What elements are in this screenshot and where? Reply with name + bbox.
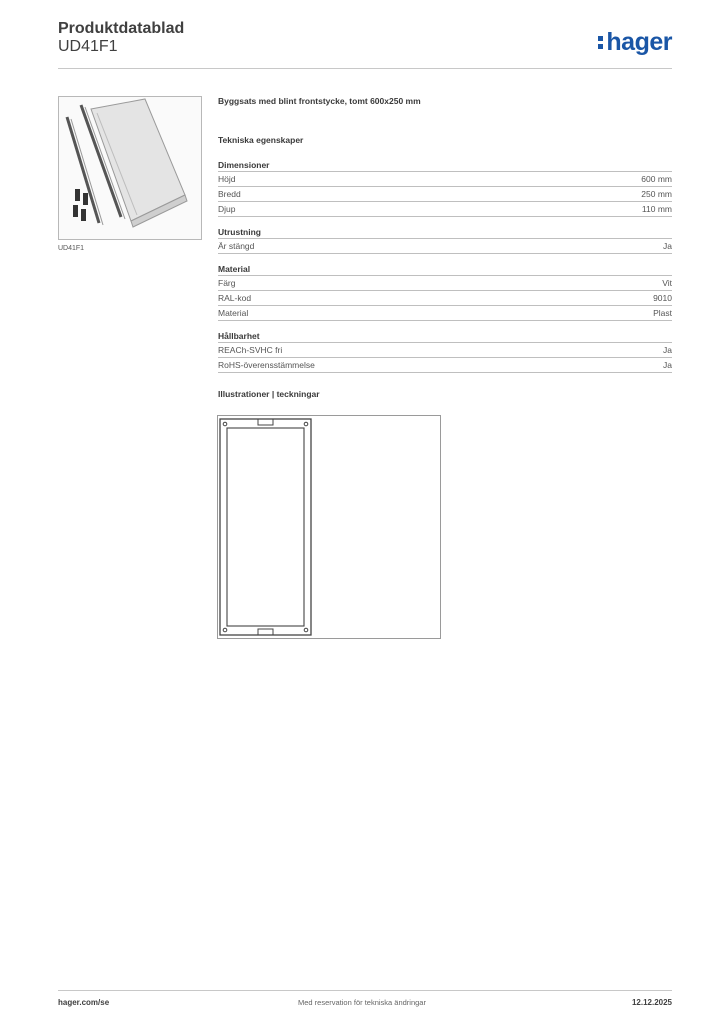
section-title: Dimensioner	[218, 160, 672, 172]
spec-value: Ja	[663, 241, 672, 251]
spec-value: Vit	[662, 278, 672, 288]
page-title: Produktdatablad	[58, 20, 185, 37]
spec-label: REACh-SVHC fri	[218, 345, 283, 355]
spec-row	[218, 306, 672, 321]
spec-label: RAL-kod	[218, 293, 252, 303]
spec-value: Ja	[663, 345, 672, 355]
spec-value: 600 mm	[641, 174, 672, 184]
spec-row	[218, 358, 672, 373]
spec-label: Höjd	[218, 174, 236, 184]
spec-value: 250 mm	[641, 189, 672, 199]
product-description: Byggsats med blint frontstycke, tomt 600x250 mm	[218, 96, 421, 106]
illustrations-title: Illustrationer | teckningar	[218, 389, 320, 399]
spec-row	[218, 187, 672, 202]
spec-label: Bredd	[218, 189, 241, 199]
photo-caption: UD41F1	[58, 245, 85, 252]
spec-value: Plast	[653, 308, 672, 318]
spec-label: Färg	[218, 278, 236, 288]
spec-label: Är stängd	[218, 241, 255, 251]
spec-section-equipment	[218, 227, 672, 254]
logo-dots-icon	[598, 32, 605, 50]
product-kit-illustration-icon	[59, 97, 201, 239]
product-photo	[58, 96, 202, 240]
spec-value: 110 mm	[641, 204, 672, 214]
spec-value: 9010	[653, 293, 672, 303]
spec-row	[218, 276, 672, 291]
spec-value: Ja	[663, 360, 672, 370]
footer-disclaimer: Med reservation för tekniska ändringar	[298, 998, 426, 1007]
spec-section-material	[218, 264, 672, 321]
section-title: Utrustning	[218, 227, 672, 239]
product-code: UD41F1	[58, 38, 118, 55]
spec-row	[218, 172, 672, 187]
spec-row	[218, 291, 672, 306]
spec-section-dimensions	[218, 160, 672, 217]
spec-label: RoHS-överensstämmelse	[218, 360, 315, 370]
technical-drawing	[217, 415, 441, 639]
specifications-panel	[218, 96, 672, 405]
footer-website-link[interactable]: hager.com/se	[58, 998, 110, 1007]
spec-row	[218, 239, 672, 254]
header-divider	[58, 68, 672, 69]
logo-text: hager	[606, 28, 672, 56]
footer-date: 12.12.2025	[631, 998, 672, 1007]
spec-row	[218, 202, 672, 217]
front-panel-drawing-icon	[218, 416, 440, 638]
technical-properties-title: Tekniska egenskaper	[218, 135, 304, 145]
footer-divider	[58, 990, 672, 991]
spec-label: Djup	[218, 204, 236, 214]
spec-section-sustainability	[218, 331, 672, 373]
spec-row	[218, 343, 672, 358]
section-title: Material	[218, 264, 672, 276]
hager-logo	[598, 28, 672, 57]
spec-label: Material	[218, 308, 249, 318]
section-title: Hållbarhet	[218, 331, 672, 343]
